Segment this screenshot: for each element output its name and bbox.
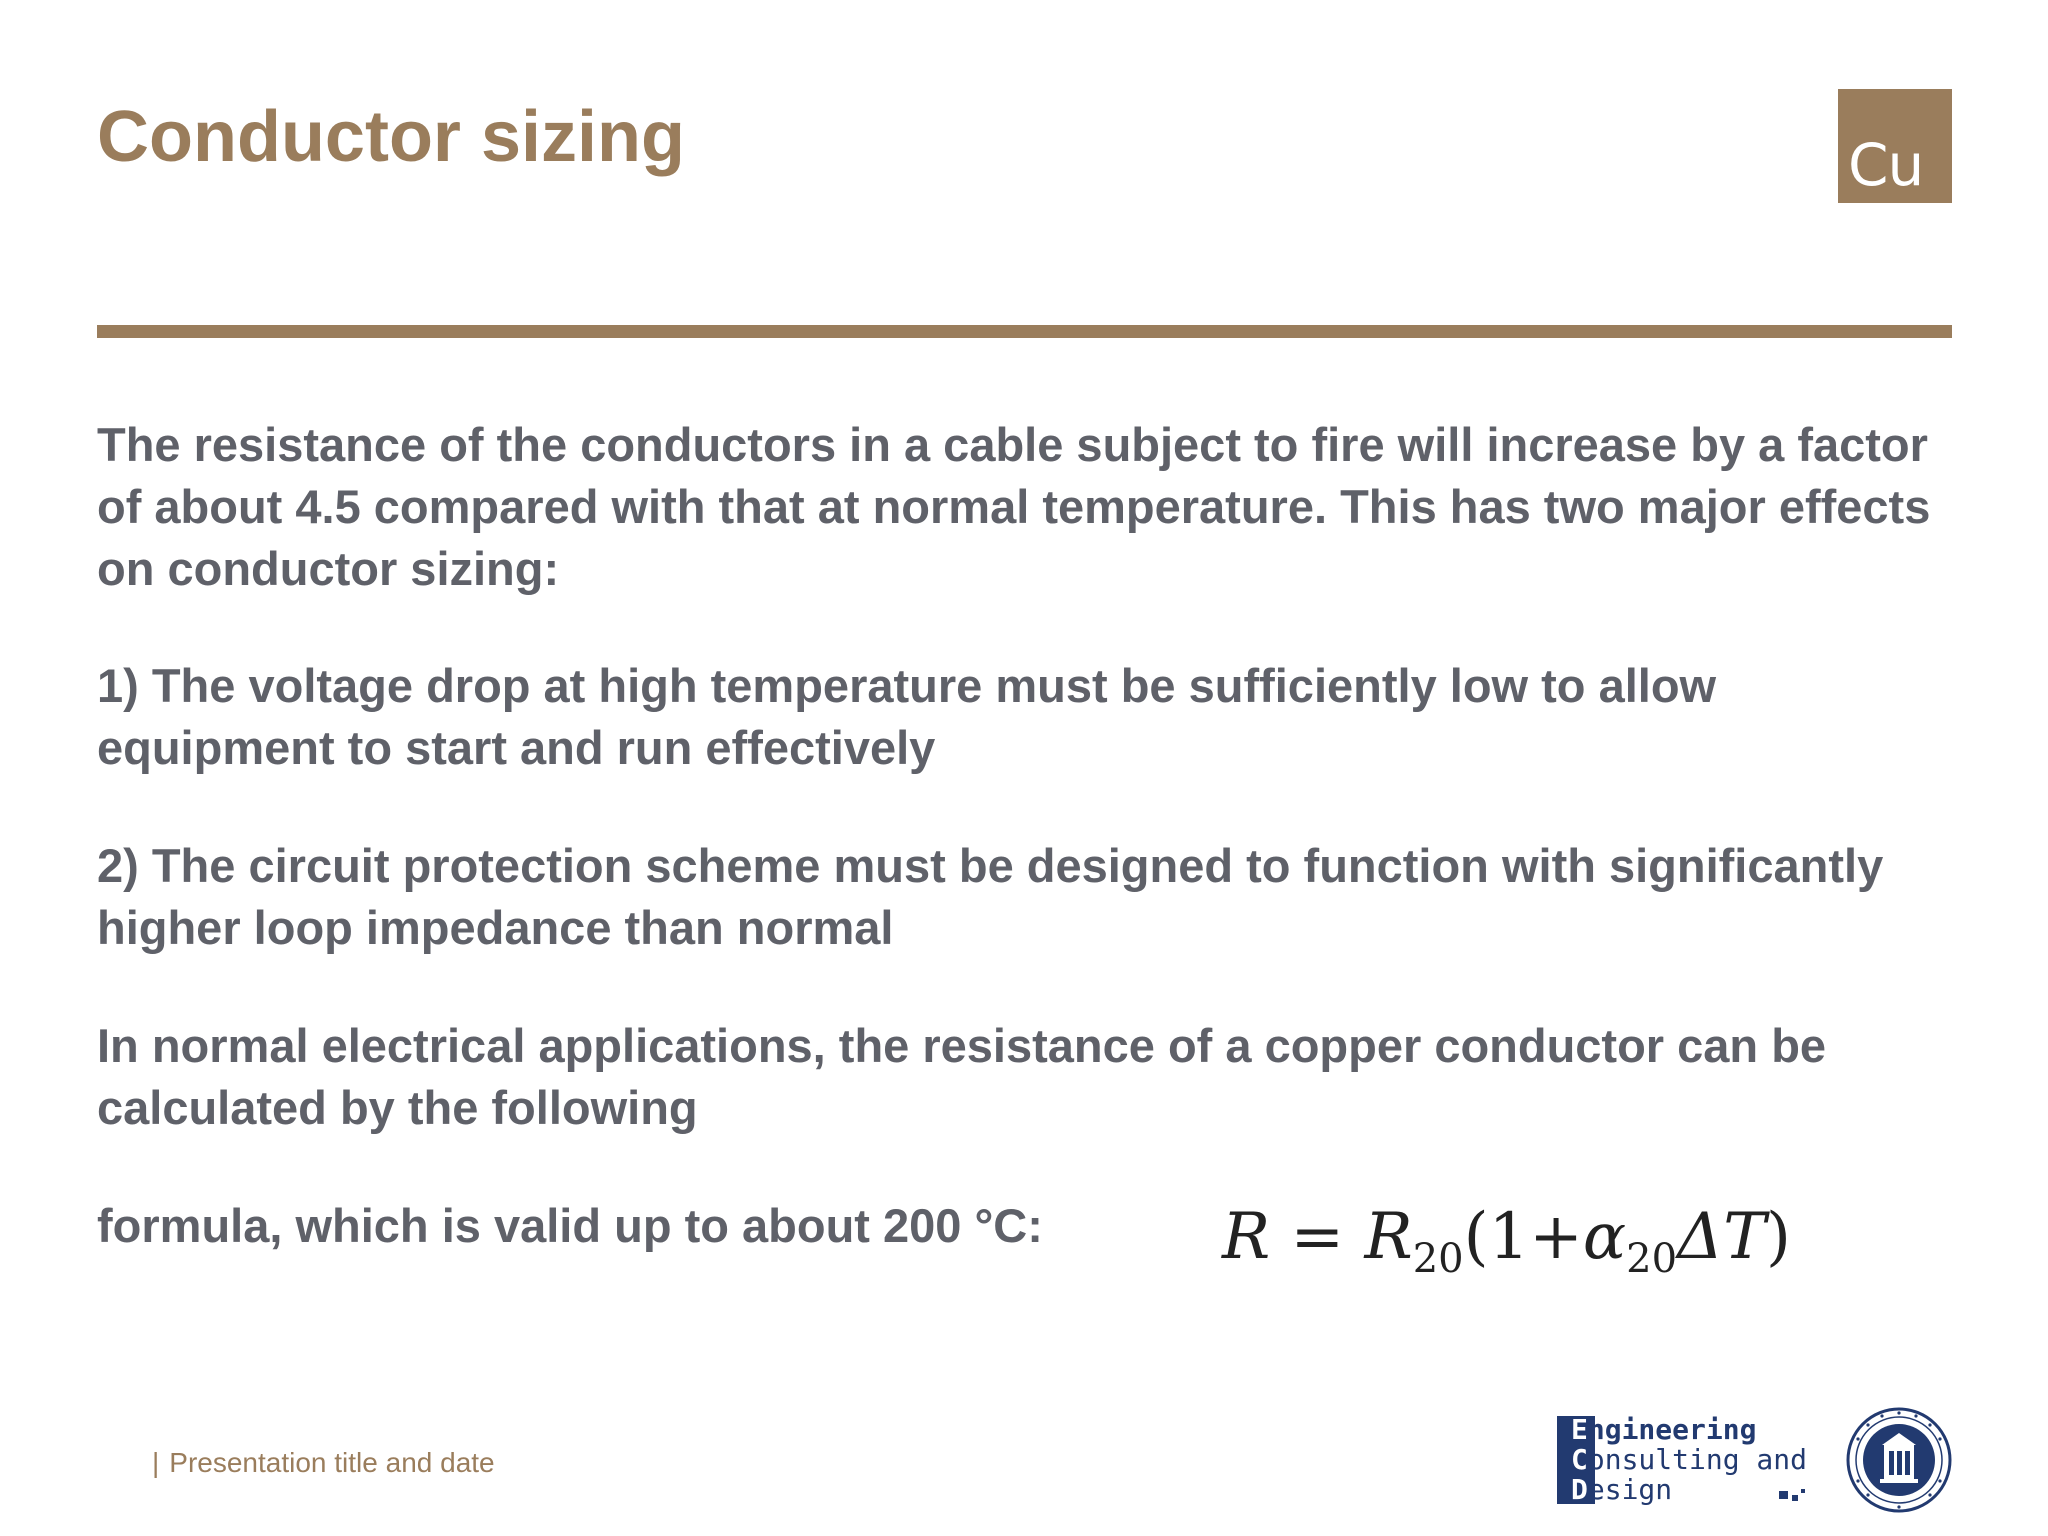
ecd-word-design: esign	[1587, 1473, 1673, 1506]
formula-equals: =	[1290, 1200, 1345, 1274]
point-1-paragraph: 1) The voltage drop at high temperature must be sufficiently low to allow equipment to start and run effectively	[97, 659, 1717, 774]
ecd-logo	[1557, 1413, 1817, 1505]
university-seal-icon	[1846, 1407, 1952, 1513]
ecd-word-consulting: onsulting and	[1587, 1443, 1808, 1476]
formula-r20-sub: 20	[1412, 1236, 1464, 1282]
formula-close: )	[1765, 1200, 1791, 1274]
point-2-paragraph: 2) The circuit protection scheme must be designed to function with significantly higher loop impedance than normal	[97, 839, 1884, 954]
slide-title: Conductor sizing	[97, 97, 685, 177]
resistance-paragraph: In normal electrical applications, the resistance of a copper conductor can be calculated by the following	[97, 1019, 1827, 1134]
footer-text: Presentation title and date	[169, 1447, 495, 1478]
formula-alpha-sub: 20	[1626, 1236, 1678, 1282]
ecd-logo-line-3	[1571, 1473, 1673, 1506]
title-divider	[97, 325, 1952, 338]
ecd-logo-line-2	[1571, 1443, 1808, 1476]
ecd-initial-c: C	[1571, 1443, 1588, 1476]
ecd-word-engineering: ngineering	[1587, 1413, 1757, 1446]
formula-intro-paragraph: formula, which is valid up to about 200 °C:	[97, 1199, 1043, 1252]
ecd-logo-line-1	[1571, 1413, 1757, 1446]
intro-paragraph: The resistance of the conductors in a cable subject to fire will increase by a factor of about 4.5 compared with that at normal temperature. This has two major effects on conductor sizing:	[97, 418, 1931, 595]
copper-symbol-text: Cu	[1848, 131, 1924, 199]
formula-alpha: α	[1582, 1200, 1627, 1274]
ecd-initial-e: E	[1571, 1413, 1588, 1446]
footer-caption	[152, 1447, 495, 1479]
footer-separator: |	[152, 1447, 160, 1478]
formula-r: R	[1222, 1200, 1271, 1274]
ecd-initial-d: D	[1571, 1473, 1588, 1506]
ecd-logo-dots	[1779, 1489, 1809, 1501]
resistance-formula	[1222, 1200, 1791, 1282]
formula-r20: R	[1364, 1200, 1413, 1274]
copper-symbol-badge	[1838, 89, 1952, 203]
formula-open: (1	[1463, 1200, 1530, 1274]
formula-plus: +	[1529, 1200, 1583, 1274]
formula-delta-t: ΔT	[1677, 1200, 1766, 1274]
